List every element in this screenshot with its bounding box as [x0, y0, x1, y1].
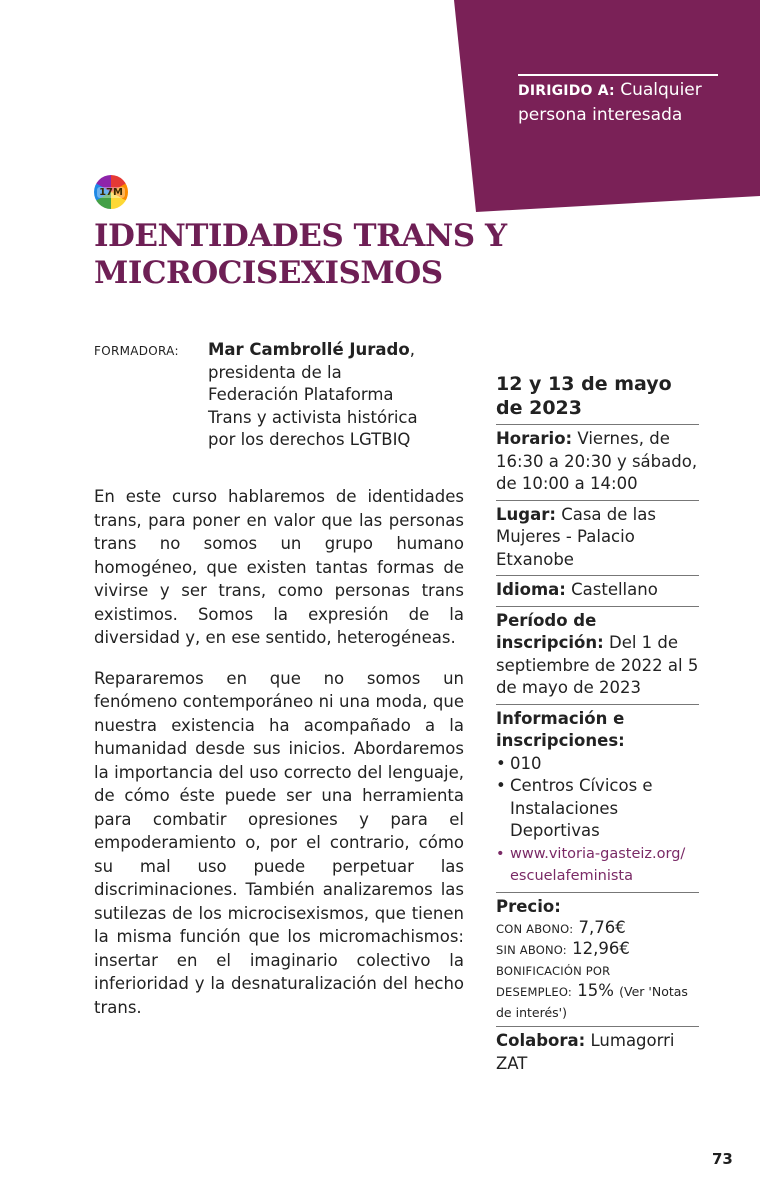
price-discount	[496, 960, 699, 1022]
language-block	[496, 576, 699, 607]
schedule-label: Horario:	[496, 429, 573, 448]
registration-period-block	[496, 607, 699, 705]
info-block	[496, 705, 699, 893]
info-list	[496, 753, 699, 888]
course-title-line1: IDENTIDADES TRANS Y	[94, 218, 507, 254]
info-item-website-link[interactable]	[496, 843, 699, 888]
website-link-line2[interactable]: escuelafeminista	[510, 868, 633, 884]
schedule-value: Viernes, de 16:30 a 20:30 y sábado, de 10:00 a 14:00	[496, 429, 698, 493]
language-label: Idioma:	[496, 580, 566, 599]
trainer-line3: Trans y activista histórica	[208, 407, 418, 427]
trainer-name: Mar Cambrollé Jurado	[208, 340, 410, 359]
info-item-centers: • Centros Cívicos e Instalaciones Deportivas	[496, 775, 699, 843]
trainer-line1: presidenta de la	[208, 362, 342, 382]
collaborator-block	[496, 1027, 699, 1079]
price-block	[496, 893, 699, 1028]
price-with-pass-label: CON ABONO:	[496, 922, 574, 936]
page-number: 73	[712, 1150, 733, 1168]
price-without-pass-label: SIN ABONO:	[496, 943, 567, 957]
discount-value: 15%	[577, 981, 614, 1000]
target-audience	[518, 74, 718, 127]
discount-note: (Ver 'Notas de interés')	[496, 984, 688, 1020]
registration-period-label: Período de inscripción:	[496, 610, 604, 652]
trainer-label: FORMADORA:	[94, 344, 179, 358]
price-with-pass-value: 7,76€	[578, 918, 626, 937]
target-audience-value-line2: persona interesada	[518, 105, 683, 125]
course-date: 12 y 13 de mayo de 2023	[496, 372, 699, 425]
price-with-pass	[496, 918, 699, 939]
discount-label-line2: DESEMPLEO:	[496, 985, 572, 999]
trainer-line2: Federación Plataforma	[208, 385, 394, 404]
collaborator-value: Lumagorri ZAT	[496, 1031, 675, 1073]
website-link-line1[interactable]: www.vitoria-gasteiz.org/	[510, 845, 686, 862]
info-label: Información e inscripciones:	[496, 708, 625, 750]
price-without-pass	[496, 939, 699, 960]
description-paragraph-2: Repararemos en que no somos un fenómeno contemporáneo ni una moda, que nuestra existencia ha acompañado a la humanidad desde sus inicios. Abordaremos la importancia del uso correcto del lenguaje, de cómo éste puede ser una herramienta para combatir opresiones y para el empoderamiento o, por el contrario, cómo su mal uso puede perpetuar las discriminaciones. También analizaremos las sutilezas de los microcisexismos, que tienen la misma función que los micromachismos: insertar en el imaginario colectivo la inferioridad y la desnaturalización del hecho trans.	[94, 668, 464, 1017]
language-value: Castellano	[571, 580, 658, 599]
course-title-line2: MICROCISEXISMOS	[94, 255, 443, 291]
collaborator-label: Colabora:	[496, 1031, 586, 1050]
location-block	[496, 501, 699, 577]
location-value: Casa de las Mujeres - Palacio Etxanobe	[496, 504, 656, 569]
course-description	[94, 485, 464, 1036]
discount-label-line1: BONIFICACIÓN POR	[496, 964, 611, 978]
course-details-sidebar	[496, 372, 699, 1079]
price-without-pass-value: 12,96€	[572, 939, 630, 958]
schedule-block	[496, 425, 699, 501]
trainer-line4: por los derechos LGTBIQ	[208, 430, 411, 449]
registration-period-value: Del 1 de septiembre de 2022 al 5 de mayo de 2023	[496, 633, 699, 697]
description-paragraph-1: En este curso hablaremos de identidades trans, para poner en valor que las personas trans no somos un grupo humano homogéneo, que existen tantas formas de vivirse y ser trans, como personas trans existimos. Somos la expresión de la diversidad y, en ese sentido, heterogéneas.	[94, 487, 464, 647]
rainbow-17m-badge-icon	[94, 175, 128, 209]
location-label: Lugar:	[496, 504, 556, 524]
info-item-phone: • 010	[496, 753, 699, 776]
course-title	[94, 218, 514, 292]
trainer-comma: ,	[409, 340, 415, 359]
trainer-info	[208, 339, 458, 452]
price-label: Precio:	[496, 896, 561, 916]
target-audience-label: DIRIGIDO A:	[518, 83, 615, 99]
target-audience-value-line1: Cualquier	[620, 80, 702, 100]
badge-text: 17M	[99, 186, 123, 198]
